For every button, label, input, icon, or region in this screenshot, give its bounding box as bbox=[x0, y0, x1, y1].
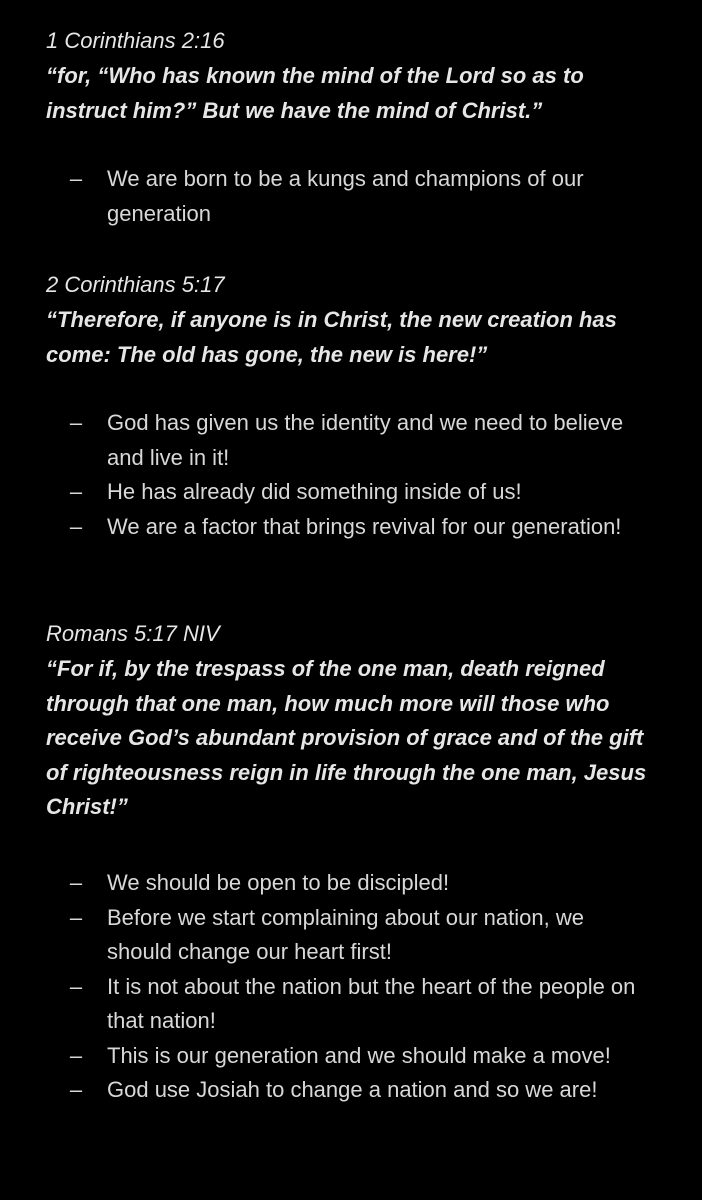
bullet-list bbox=[0, 866, 702, 1108]
list-item bbox=[0, 1039, 652, 1074]
list-item bbox=[0, 901, 652, 970]
verse-reference: Romans 5:17 NIV bbox=[46, 621, 220, 646]
verse-reference: 2 Corinthians 5:17 bbox=[46, 272, 225, 297]
dash-icon: – bbox=[69, 1077, 83, 1102]
verse-quote: “Therefore, if anyone is in Christ, the new creation has come: The old has gone, the new is here!” bbox=[46, 307, 617, 367]
bullet-text: It is not about the nation but the heart of the people on that nation! bbox=[107, 973, 636, 1033]
verse-quote: “For if, by the trespass of the one man, death reigned through that one man, how much more will those who receive God’s abundant provision of grace and of the gift of righteousness reign in life through the one man, Jesus Christ!” bbox=[46, 656, 647, 819]
list-item bbox=[0, 866, 652, 901]
list-item bbox=[0, 475, 652, 510]
bullet-text: We are born to be a kungs and champions of our generation bbox=[107, 166, 584, 226]
bullet-text: This is our generation and we should make a move! bbox=[107, 1042, 611, 1068]
dash-icon: – bbox=[69, 166, 83, 191]
bullet-text: Before we start complaining about our nation, we should change our heart first! bbox=[107, 904, 584, 964]
bullet-text: We should be open to be discipled! bbox=[107, 870, 450, 895]
list-item bbox=[0, 406, 652, 475]
bullet-text: We are a factor that brings revival for our generation! bbox=[107, 513, 622, 539]
dash-icon: – bbox=[69, 513, 83, 539]
bullet-list bbox=[0, 162, 702, 231]
dash-icon: – bbox=[69, 479, 83, 504]
list-item bbox=[0, 162, 652, 231]
verse-reference: 1 Corinthians 2:16 bbox=[46, 28, 225, 53]
bullet-list bbox=[0, 406, 702, 544]
list-item bbox=[0, 970, 652, 1039]
verse-quote: “for, “Who has known the mind of the Lord so as to instruct him?” But we have the mind of Christ.” bbox=[46, 63, 584, 123]
dash-icon: – bbox=[69, 1042, 83, 1068]
dash-icon: – bbox=[69, 870, 83, 895]
dash-icon: – bbox=[69, 410, 83, 435]
bullet-text: God has given us the identity and we need to believe and live in it! bbox=[107, 410, 624, 470]
dash-icon: – bbox=[69, 904, 83, 930]
list-item bbox=[0, 510, 652, 545]
bullet-text: God use Josiah to change a nation and so we are! bbox=[107, 1077, 598, 1102]
list-item bbox=[0, 1073, 652, 1108]
bullet-text: He has already did something inside of us! bbox=[107, 479, 522, 504]
dash-icon: – bbox=[69, 973, 83, 999]
